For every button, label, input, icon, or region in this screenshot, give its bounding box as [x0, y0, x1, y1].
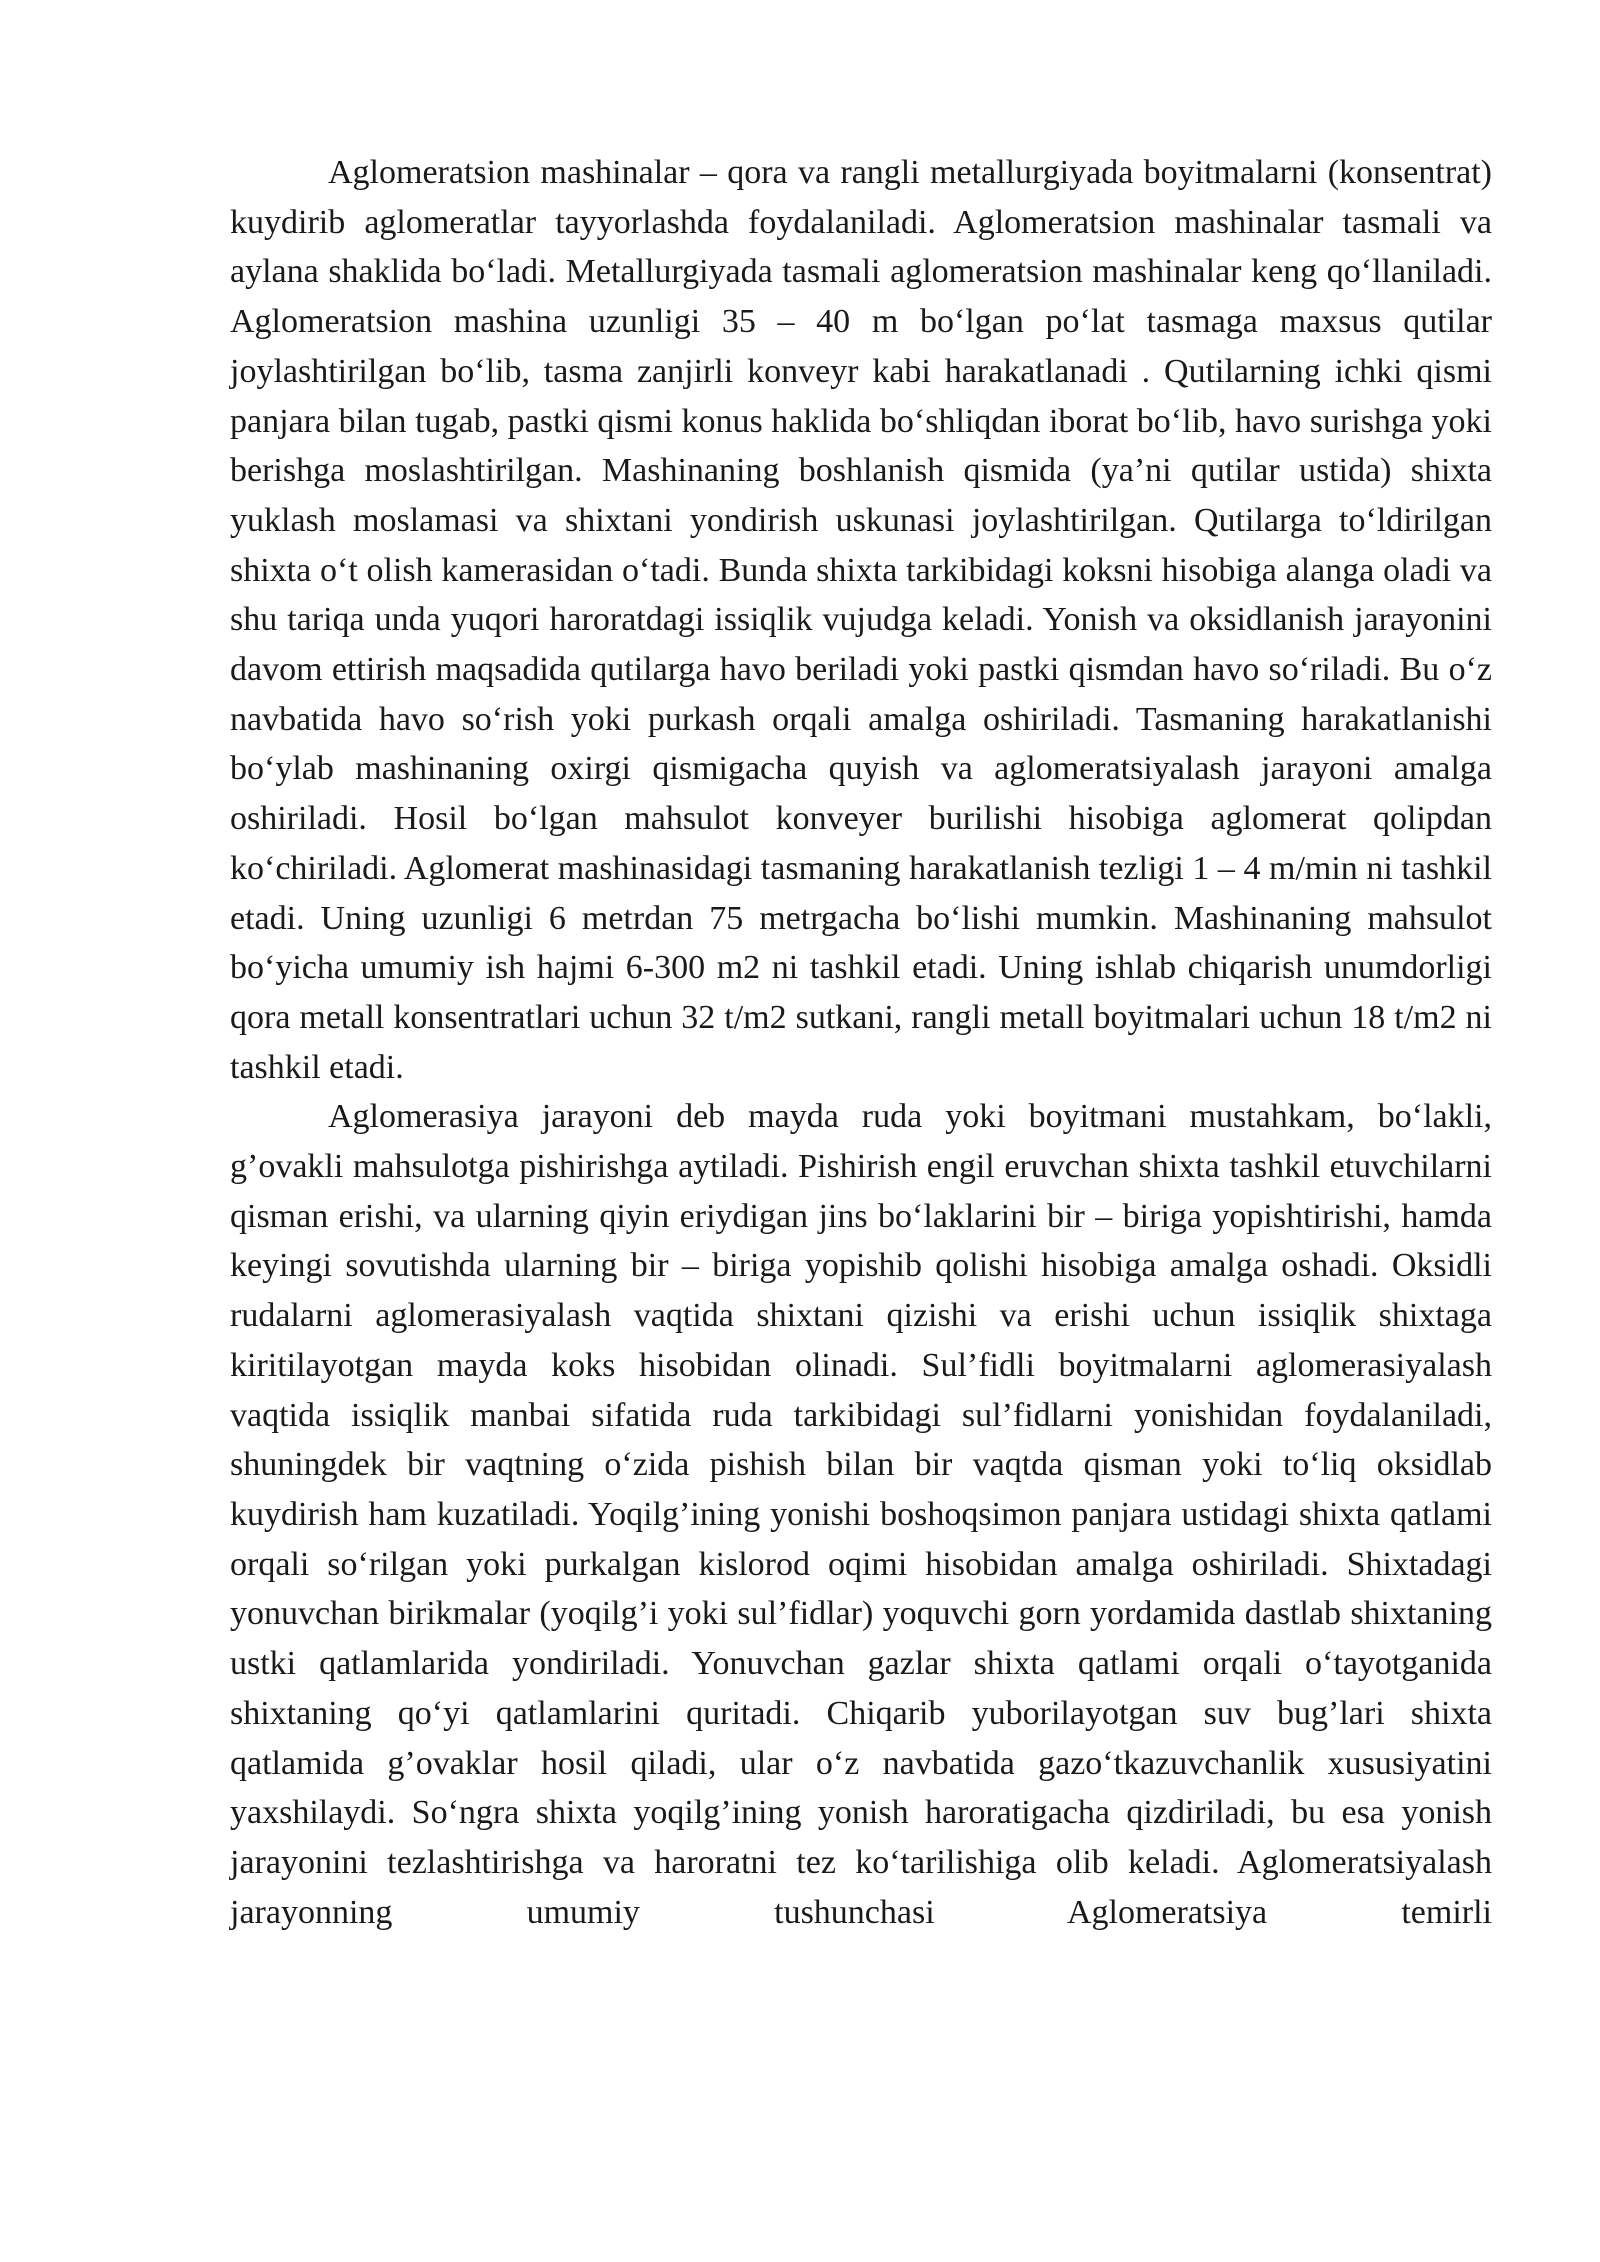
paragraph-aglomeratsion-mashinalar: Aglomeratsion mashinalar – qora va rangli metallurgiyada boyitmalarni (konsentrat) kuydirib aglomeratlar tayyorlashda foydalaniladi. Aglomeratsion mashinalar tasmali va aylana shaklida bo‘ladi. Metallurgiyada tasmali aglomeratsion mashinalar keng qo‘llaniladi. Aglomeratsion mashina uzunligi 35 – 40 m bo‘lgan po‘lat tasmaga maxsus qutilar joylashtirilgan bo‘lib, tasma zanjirli konveyr kabi harakatlanadi . Qutilarning ichki qismi panjara bilan tugab, pastki qismi konus haklida bo‘shliqdan iborat bo‘lib, havo surishga yoki berishga moslashtirilgan. Mashinaning boshlanish qismida (ya’ni qutilar ustida) shixta yuklash moslamasi va shixtani yondirish uskunasi joylashtirilgan. Qutilarga to‘ldirilgan shixta o‘t olish kamerasidan o‘tadi. Bunda shixta tarkibidagi koksni hisobiga alanga oladi va shu tariqa unda yuqori haroratdagi issiqlik vujudga keladi. Yonish va oksidlanish jarayonini davom ettirish maqsadida qutilarga havo beriladi yoki pastki qismdan havo so‘riladi. Bu o‘z navbatida havo so‘rish yoki purkash orqali amalga oshiriladi. Tasmaning harakatlanishi bo‘ylab mashinaning oxirgi qismigacha quyish va aglomeratsiyalash jarayoni amalga oshiriladi. Hosil bo‘lgan mahsulot konveyer burilishi hisobiga aglomerat qolipdan ko‘chiriladi. Aglomerat mashinasidagi tasmaning harakatlanish tezligi 1 – 4 m/min ni tashkil etadi. Uning uzunligi 6 metrdan 75 metrgacha bo‘lishi mumkin. Mashinaning mahsulot bo‘yicha umumiy ish hajmi 6-300 m2 ni tashkil etadi. Uning ishlab chiqarish unumdorligi qora metall konsentratlari uchun 32 t/m2 sutkani, rangli metall boyitmalari uchun 18 t/m2 ni tashkil etadi. [230, 154, 1492, 1086]
paragraph-aglomerasiya-jarayoni: Aglomerasiya jarayoni deb mayda ruda yoki boyitmani mustahkam, bo‘lakli, g’ovakli mahsulotga pishirishga aytiladi. Pishirish engil eruvchan shixta tashkil etuvchilarni qisman erishi, va ularning qiyin eriydigan jins bo‘laklarini bir – biriga yopishtirishi, hamda keyingi sovutishda ularning bir – biriga yopishib qolishi hisobiga amalga oshadi. Oksidli rudalarni aglomerasiyalash vaqtida shixtani qizishi va erishi uchun issiqlik shixtaga kiritilayotgan mayda koks hisobidan olinadi. Sul’fidli boyitmalarni aglomerasiyalash vaqtida issiqlik manbai sifatida ruda tarkibidagi sul’fidlarni yonishidan foydalaniladi, shuningdek bir vaqtning o‘zida pishish bilan bir vaqtda qisman yoki to‘liq oksidlab kuydirish ham kuzatiladi. Yoqilg’ining yonishi boshoqsimon panjara ustidagi shixta qatlami orqali so‘rilgan yoki purkalgan kislorod oqimi hisobidan amalga oshiriladi. Shixtadagi yonuvchan birikmalar (yoqilg’i yoki sul’fidlar) yoquvchi gorn yordamida dastlab shixtaning ustki qatlamlarida yondiriladi. Yonuvchan gazlar shixta qatlami orqali o‘tayotganida shixtaning qo‘yi qatlamlarini quritadi. Chiqarib yuborilayotgan suv bug’lari shixta qatlamida g’ovaklar hosil qiladi, ular o‘z navbatida gazo‘tkazuvchanlik xususiyatini yaxshilaydi. So‘ngra shixta yoqilg’ining yonish haroratigacha qizdiriladi, bu esa yonish jarayonini tezlashtirishga va haroratni tez ko‘tarilishiga olib keladi. Aglomeratsiyalash jarayonning umumiy tushunchasi Aglomeratsiya temirli [230, 1098, 1492, 1931]
document-page [230, 148, 1492, 1937]
